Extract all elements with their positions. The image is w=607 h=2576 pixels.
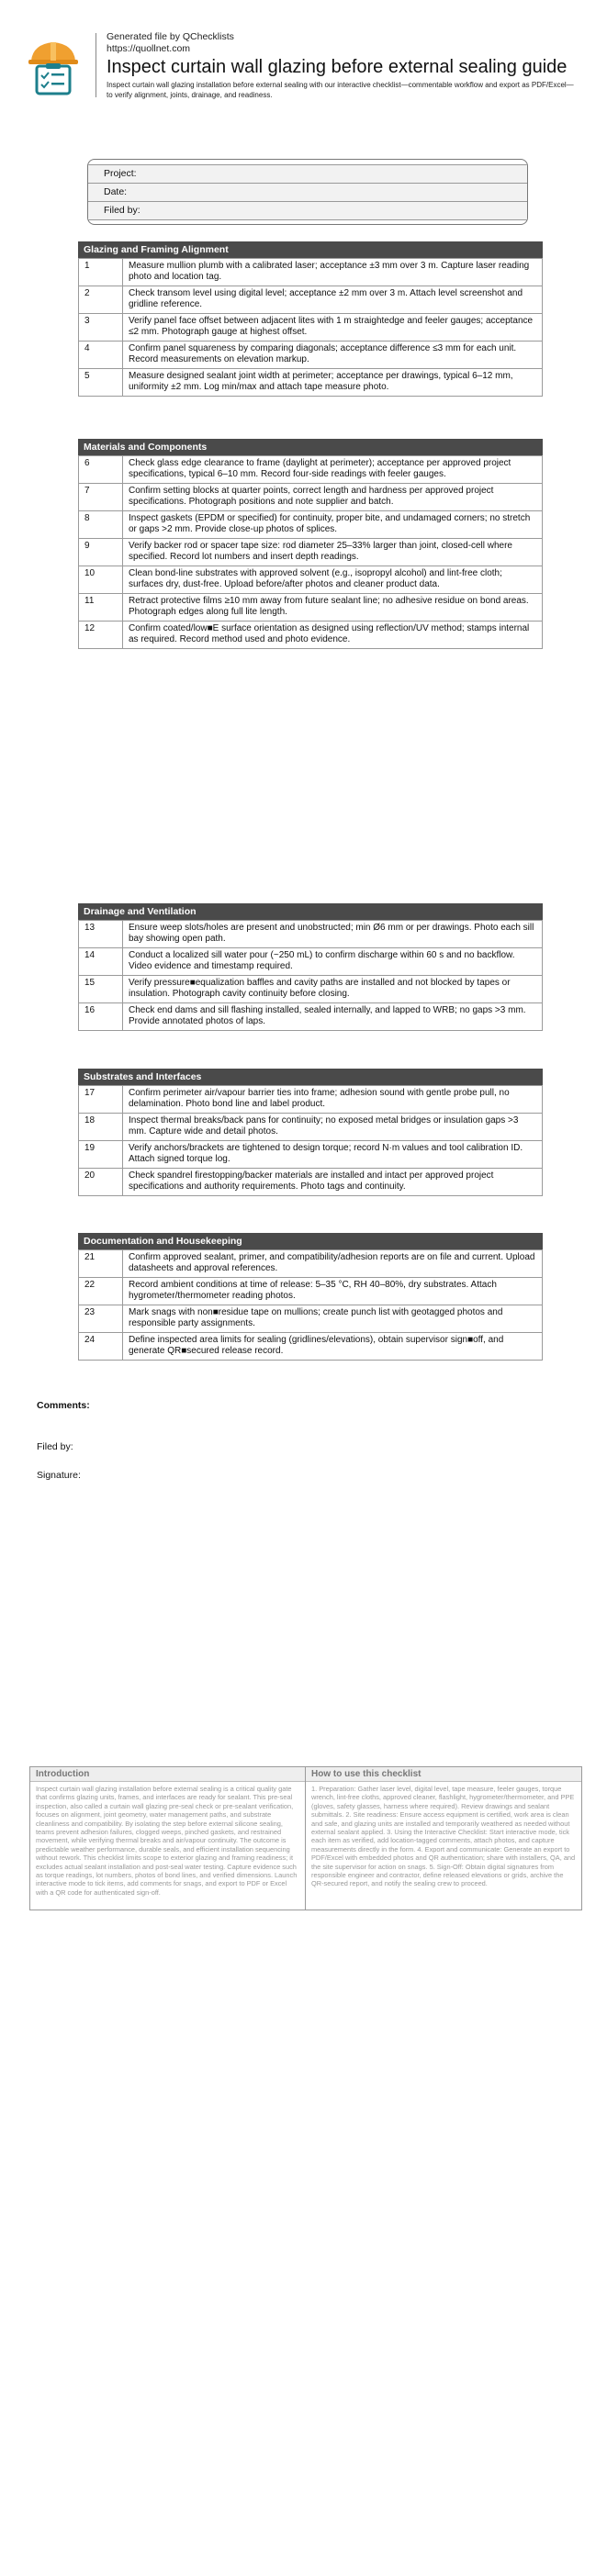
item-text: Check end dams and sill flashing installed, sealed internally, and lapped to WRB; no gaps >3 mm. Provide annotated photos of laps. [123,1003,543,1031]
source-url[interactable]: https://quollnet.com [107,43,191,54]
item-number: 20 [79,1169,123,1196]
checklist-row[interactable] [79,1086,543,1114]
checklist-row[interactable] [79,566,543,594]
item-number: 23 [79,1305,123,1333]
checklist-row[interactable] [79,976,543,1003]
info-panel [29,1766,582,1910]
introduction-column [30,1767,306,1910]
item-text: Check transom level using digital level; acceptance ±2 mm over 3 m. Attach level screenshot and gridline reference. [123,286,543,314]
item-text: Confirm approved sealant, primer, and compatibility/adhesion reports are on file and current. Upload datasheets and approval references. [123,1250,543,1278]
item-text: Retract protective films ≥10 mm away from future sealant line; no adhesive residue on bond areas. Photograph edges along full lite length. [123,594,543,622]
project-info-box [87,159,528,225]
checklist-row[interactable] [79,342,543,369]
item-number: 2 [79,286,123,314]
item-text: Confirm setting blocks at quarter points, correct length and hardness per approved project specifications. Photograph positions and note supplier and batch. [123,484,543,511]
how-to-text: 1. Preparation: Gather laser level, digital level, tape measure, feeler gauges, torque wrench, lint-free cloths, approved cleaner, flashlight, hygrometer/thermometer, and PPE (gloves, safety glasses, harness where required). Review drawings and sealant submittals. 2. Site readiness: Ensure access equipment is certified, work area is clean and safe, and glazing units are installed and temporarily weathered as needed without external sealant applied. 3. Using the Interactive Checklist: Start interactive mode, tick each item as verified, add location-tagged comments, attach photos, and capture measurements directly in the form. 4. Export and communicate: Generate an export to PDF/Excel with embedded photos and QR authentication; share with installers, QA, and the site supervisor for action on snags. 5. Sign-Off: Obtain digital signatures from responsible engineer and contractor, define released elevations or grids, archive the QR-secured report, and notify the sealing crew to proceed. [311,1785,576,1888]
checklist-row[interactable] [79,1114,543,1141]
item-number: 18 [79,1114,123,1141]
item-number: 15 [79,976,123,1003]
section-title: Substrates and Interfaces [78,1069,543,1085]
checklist-row[interactable] [79,1305,543,1333]
item-number: 24 [79,1333,123,1361]
checklist-row[interactable] [79,1169,543,1196]
item-text: Check glass edge clearance to frame (daylight at perimeter); acceptance per approved project specifications, typical 6–10 mm. Record four-side readings with feeler gauges. [123,456,543,484]
section-documentation-housekeeping [78,1233,543,1361]
checklist-table [78,1249,543,1361]
item-number: 1 [79,259,123,286]
checklist-row[interactable] [79,484,543,511]
item-text: Define inspected area limits for sealing (gridlines/elevations), obtain supervisor sign■off, and generate QR■secured release record. [123,1333,543,1361]
how-to-column [306,1767,581,1910]
section-title: Documentation and Housekeeping [78,1233,543,1249]
item-text: Mark snags with non■residue tape on mullions; create punch list with geotagged photos and responsible party assignments. [123,1305,543,1333]
section-drainage-ventilation [78,903,543,1031]
item-text: Confirm perimeter air/vapour barrier ties into frame; adhesion sound with gentle probe pull, no delamination. Photo bond line and label product. [123,1086,543,1114]
item-number: 22 [79,1278,123,1305]
item-number: 8 [79,511,123,539]
item-number: 3 [79,314,123,342]
page-title: Inspect curtain wall glazing before external sealing guide [107,57,568,77]
item-number: 7 [79,484,123,511]
section-glazing-framing [78,241,543,397]
checklist-table [78,455,543,649]
project-field[interactable]: Project: [88,164,527,184]
item-text: Verify pressure■equalization baffles and cavity paths are installed and not blocked by tapes or insulation. Photograph cavity continuity before closing. [123,976,543,1003]
item-number: 13 [79,921,123,948]
comments-label: Comments: [37,1400,90,1411]
checklist-row[interactable] [79,259,543,286]
introduction-title: Introduction [30,1767,305,1782]
signature-label: Signature: [37,1470,81,1481]
checklist-row[interactable] [79,511,543,539]
item-text: Inspect gaskets (EPDM or specified) for continuity, proper bite, and undamaged corners; no stretch or gaps >2 mm. Provide close-up photos of splices. [123,511,543,539]
section-title: Glazing and Framing Alignment [78,241,543,258]
checklist-row[interactable] [79,948,543,976]
checklist-row[interactable] [79,286,543,314]
filed-by-field[interactable]: Filed by: [88,202,527,220]
checklist-row[interactable] [79,594,543,622]
item-number: 10 [79,566,123,594]
quollnet-logo-icon [26,37,81,95]
item-text: Verify panel face offset between adjacent lites with 1 m straightedge and feeler gauges; acceptance ≤2 mm. Photograph gauge at highest offset. [123,314,543,342]
generated-by: Generated file by QChecklists [107,31,234,42]
how-to-title: How to use this checklist [306,1767,581,1782]
item-text: Measure designed sealant joint width at perimeter; acceptance per drawings, typical 6–12 mm, uniformity ±2 mm. Log min/max and attach tape measure photo. [123,369,543,397]
checklist-row[interactable] [79,1333,543,1361]
page-description: Inspect curtain wall glazing installation before external sealing with our interactive checklist—commentable workflow and export as PDF/Excel—to verify alignment, joints, drainage, and readiness. [107,81,574,99]
section-title: Drainage and Ventilation [78,903,543,920]
checklist-row[interactable] [79,539,543,566]
checklist-row[interactable] [79,1003,543,1031]
checklist-table [78,1085,543,1196]
checklist-row[interactable] [79,456,543,484]
item-text: Verify anchors/brackets are tightened to design torque; record N·m values and tool calibration ID. Attach signed torque log. [123,1141,543,1169]
header-text [107,31,579,100]
item-text: Ensure weep slots/holes are present and unobstructed; min Ø6 mm or per drawings. Photo each sill bay showing open path. [123,921,543,948]
item-number: 12 [79,622,123,649]
item-text: Record ambient conditions at time of release: 5–35 °C, RH 40–80%, dry substrates. Attach hygrometer/thermometer reading photos. [123,1278,543,1305]
checklist-row[interactable] [79,369,543,397]
item-number: 9 [79,539,123,566]
item-number: 11 [79,594,123,622]
item-number: 4 [79,342,123,369]
item-number: 5 [79,369,123,397]
document-header [26,31,577,99]
item-text: Check spandrel firestopping/backer materials are installed and intact per approved project specifications and authority requirements. Photo tags and continuity. [123,1169,543,1196]
item-text: Inspect thermal breaks/back pans for continuity; no exposed metal bridges or insulation gaps >3 mm. Capture wide and detail photos. [123,1114,543,1141]
checklist-row[interactable] [79,314,543,342]
item-text: Conduct a localized sill water pour (~250 mL) to confirm discharge within 60 s and no backflow. Video evidence and timestamp required. [123,948,543,976]
section-materials-components [78,439,543,649]
checklist-row[interactable] [79,921,543,948]
item-text: Confirm coated/low■E surface orientation as designed using reflection/UV method; stamps internal as required. Record method used and photo evidence. [123,622,543,649]
item-number: 21 [79,1250,123,1278]
checklist-row[interactable] [79,1278,543,1305]
checklist-table [78,920,543,1031]
checklist-row[interactable] [79,622,543,649]
item-number: 19 [79,1141,123,1169]
item-text: Verify backer rod or spacer tape size: rod diameter 25–33% larger than joint, closed-cell where specified. Record lot numbers and insert depth readings. [123,539,543,566]
item-text: Confirm panel squareness by comparing diagonals; acceptance difference ≤3 mm for each unit. Record measurements on elevation markup. [123,342,543,369]
checklist-row[interactable] [79,1250,543,1278]
item-number: 6 [79,456,123,484]
item-number: 14 [79,948,123,976]
filed-by-label: Filed by: [37,1441,73,1452]
item-number: 16 [79,1003,123,1031]
item-number: 17 [79,1086,123,1114]
introduction-text: Inspect curtain wall glazing installation before external sealing is a critical quality gate that confirms glazing units, frames, and interfaces are ready for sealant. This pre-seal inspection, also called a curtain wall glazing pre-seal check or pre-sealant verification, focuses on alignment, joint geometry, water management paths, and substrate cleanliness and compatibility. By isolating the step before external silicone sealing, teams prevent adhesion failures, clogged weeps, pinched gaskets, and restrained movement, while verifying thermal breaks and air/vapour continuity. The outcome is predictable weather performance, durable seals, and efficient installation sequencing without rework. This checklist limits scope to exterior glazing and framing readiness; it excludes actual sealant installation and post-seal water testing. Capture evidence such as torque readings, lot numbers, photos of bond lines, and verified dimensions. Launch interactive mode to tick items, add comments for snags, and export to PDF or Excel with a QR code for authenticated sign-off. [36,1785,298,1897]
section-substrates-interfaces [78,1069,543,1196]
checklist-table [78,258,543,397]
item-text: Clean bond-line substrates with approved solvent (e.g., isopropyl alcohol) and lint-free cloth; surfaces dry, dust-free. Upload before/after photos and cleaner product data. [123,566,543,594]
item-text: Measure mullion plumb with a calibrated laser; acceptance ±3 mm over 3 m. Capture laser reading photo and location tag. [123,259,543,286]
date-field[interactable]: Date: [88,184,527,202]
section-title: Materials and Components [78,439,543,455]
checklist-row[interactable] [79,1141,543,1169]
